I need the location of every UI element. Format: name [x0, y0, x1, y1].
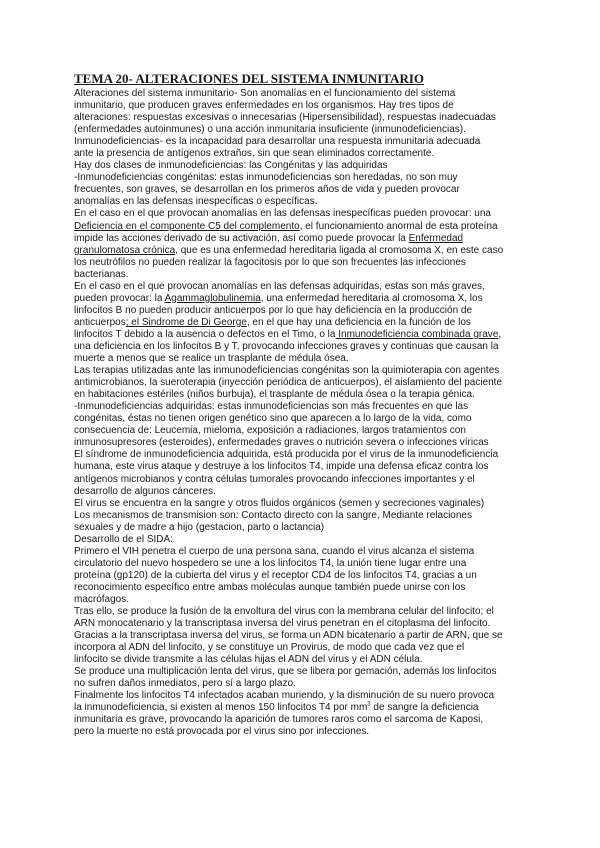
- text-run: En el caso en el que provocan anomalías en las defensas adquiridas, estas son más graves, pueden provocar: la: [74, 280, 485, 304]
- text-run: de sangre la deficiencia inmunitaria es grave, provocando la aparición de tumores raros como el sarcoma de Kaposi, pero la muerte no está provocada por el virus sino por infecciones.: [74, 702, 484, 738]
- underlined-term: Deficiencia en el componente C5 del complemento: [74, 220, 300, 232]
- underlined-term: ; el Sindrome de Di George: [125, 316, 247, 328]
- paragraph: [74, 365, 532, 738]
- underlined-term: Enfermedad granulomatosa crónica: [74, 232, 464, 256]
- text-run: , que es una enfermedad hereditaria ligada al cromosoma X, en este caso los neutrófilos no pueden realizar la fagocitosis por lo que son frecuentes las infecciones bacterianas.: [74, 244, 504, 280]
- text-run: En el caso en el que provocan anomalías en las defensas inespecíficas pueden provocar: una: [74, 208, 491, 220]
- text-run: Alteraciones del sistema inmunitario- Son anomalías en el funcionamiento del sistema inmunitario, que producen graves enfermedades en los organismos. Hay tres tipos de alteraciones: respuestas excesivas o innecesarias (Hipersensibilidad), respuestas inadecuadas (enfermedades autoinmunes) o una acción inmunitaria insuficiente (inmunodeficiencias). Inmunodeficiencias- es la incapacidad para desarrollar una respuesta inmunitaria adecuada ante la presencia de antígenos extraños, sin que sean eliminados correctamente. Hay dos clases de inmunodeficiencias: las Congénitas y las adquiridas -Inmunodeficiencias congénitas: estas inmunodeficiencias son heredadas, no son muy frecuentes, son graves, se desarrollan en los primeros años de vida y pueden provocar anomalías en las defensas inespecíficas o específicas.: [74, 88, 496, 208]
- text-run: , el funcionamiento anormal de esta proteína impide las acciones derivado de su activación, así como puede provocar la: [74, 220, 498, 244]
- superscript: 3: [367, 702, 371, 709]
- paragraph: [74, 281, 532, 365]
- underlined-term: Inmunodeficiencia combinada grave: [335, 328, 499, 340]
- text-run: Las terapias utilizadas ante las inmunodeficiencias congénitas son la quimioterapia con agentes antimicrobianos, la sueroterapia (inyección periódica de anticuerpos), el aislamiento del paciente en habitaciones estériles (niños burbuja), el trasplante de médula ósea o la terapia génica. -Inmunodeficiencias adquiridas: estas inmunodeficiencias son más frecuentes en que las congénitas, éstas no tienen origen genético sino que aparecen a lo largo de la vida, como consecuencia de: Leucemia, mieloma, exposición a radiaciones, largos tratamientos con inmunosupresores (esteroides), enfermedades graves o nutrición severa o infecciones víricas El síndrome de inmunodeficiencia adquirida, está producida por el virus de la inmunodeficiencia humana, este virus ataque y destruye a los linfocitos T4, impide una defensa eficaz contra los antígenos microbianos y contra células tumorales provocando infecciones importantes y el desarrollo de algunos cánceres. El virus se encuentra en la sangre y otros fluidos orgánicos (semen y secreciones vaginales) Los mecanismos de transmision son: Contacto directo con la sangre, Mediante relaciones sexuales y de madre a hijo (gestacion, parto o lactancia) Desarrollo de el SIDA: Primero el VIH penetra el cuerpo de una persona sana, cuando el virus alcanza el sistema circulatorio del nuevo hospedero se une a los linfocitos T4, la unión tiene lugar entre una proteína (gp120) de la cubierta del virus y el receptor CD4 de los linfocitos T4, gracias a un reconocimiento específico entre ambas moléculas aunque también puede unirse con los macrófagos. Tras ello, se produce la fusión de la envoltura del virus con la membrana celular del linfocito; el ARN monocatenario y la transcriptasa inversa del virus penetran en el citoplasma del linfocito. Gracias a la transcriptasa inversa del virus, se forma un ADN bicatenario a partir de ARN, que se incorpora al ADN del linfocito, y se constituye un Provirus, de modo que cada vez que el linfocito se divide transmite a las células hijas el ADN del virus y el ADN célula. Se produce una multiplicación lenta del virus, que se libera por gemación, además los linfocitos no sufren daños inmediatos, pero sí a largo plazo. Finalmente los linfocitos T4 infectados acaban muriendo, y la disminución de su nuero provoca la inmunodeficiencia, si existen al menos 150 linfocitos T4 por mm: [74, 365, 503, 714]
- paragraph: [74, 88, 532, 208]
- document-body: [74, 88, 532, 739]
- text-run: , una deficiencia en los linfocitos B y T, provocando infecciones graves y continuas que causan la muerte a menos que se realice un trasplante de médula ósea.: [74, 328, 502, 365]
- text-run: , en el que hay una deficiencia en la función de los linfocitos T debido a la ausencia o defectos en el Timo, o la: [74, 316, 471, 340]
- document-page: [74, 71, 532, 739]
- text-run: , una enfermedad hereditaria al cromosoma X, los linfocitos B no pueden producir anticuerpos por lo que hay deficiencia en la producción de anticuerpos: [74, 292, 483, 328]
- document-title: TEMA 20- ALTERACIONES DEL SISTEMA INMUNITARIO: [74, 71, 424, 86]
- paragraph: [74, 208, 532, 280]
- underlined-term: Agammaglobulinemia: [164, 292, 261, 304]
